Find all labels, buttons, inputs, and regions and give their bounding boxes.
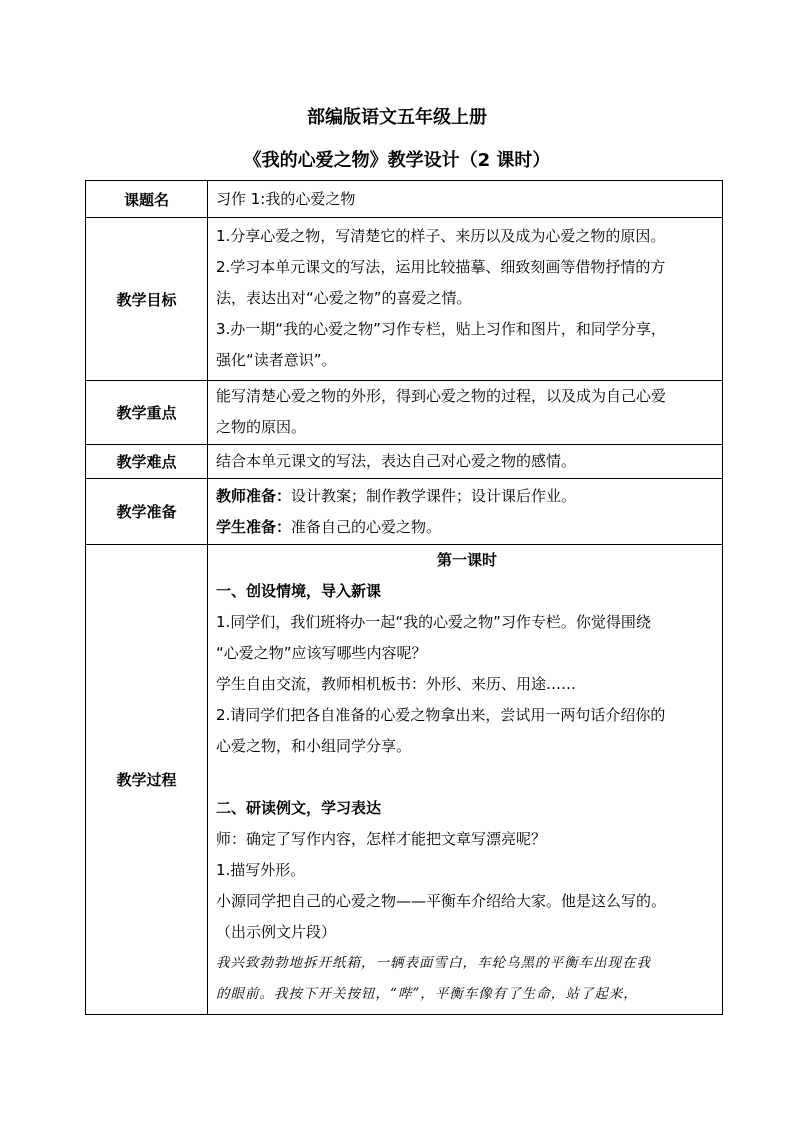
- difficulties-label: 教学难点: [86, 445, 208, 479]
- row-preparation: [86, 479, 723, 545]
- student-preparation-label: 学生准备：: [216, 517, 292, 536]
- process-line: 1.同学们，我们班将办一起“我的心爱之物”习作专栏。你觉得围绕: [216, 613, 651, 631]
- example-text-line: 我兴致勃勃地拆开纸箱，一辆表面雪白，车轮乌黑的平衡车出现在我: [216, 955, 651, 971]
- objective-line: 3.办一期“我的心爱之物”习作专栏，贴上习作和图片，和同学分享，: [216, 320, 666, 338]
- key-points-content: [208, 381, 723, 445]
- key-points-label: 教学重点: [86, 381, 208, 445]
- difficulties-value: 结合本单元课文的写法，表达自己对心爱之物的感情。: [208, 445, 723, 479]
- period-heading: 第一课时: [436, 551, 497, 569]
- objectives-content: [208, 218, 723, 381]
- process-line: 1.描写外形。: [216, 861, 306, 879]
- section1-heading: 一、创设情境，导入新课: [216, 582, 382, 600]
- teacher-preparation: [216, 481, 718, 512]
- process-line: 小源同学把自己的心爱之物——平衡车介绍给大家。他是这么写的。: [216, 892, 667, 910]
- row-topic: [86, 181, 723, 218]
- process-line: 心爱之物，和小组同学分享。: [216, 737, 412, 755]
- objective-line: 强化“读者意识”。: [216, 351, 337, 369]
- lesson-plan-table: [85, 180, 723, 1015]
- process-line: （出示例文片段）: [216, 923, 337, 941]
- document-title: 部编版语文五年级上册: [307, 107, 487, 128]
- key-point-line: 之物的原因。: [216, 418, 307, 436]
- row-key-points: [86, 381, 723, 445]
- student-preparation: [216, 512, 718, 543]
- key-point-line: 能写清楚心爱之物的外形，得到心爱之物的过程，以及成为自己心爱: [216, 387, 667, 405]
- objective-line: 法，表达出对“心爱之物”的喜爱之情。: [216, 289, 472, 307]
- example-text-line: 的眼前。我按下开关按钮，“哔”，平衡车像有了生命，站了起来，: [216, 986, 638, 1002]
- row-difficulties: [86, 445, 723, 479]
- teacher-preparation-label: 教师准备：: [216, 486, 292, 505]
- document-subtitle: 《我的心爱之物》教学设计（2 课时）: [243, 150, 551, 171]
- objective-line: 2.学习本单元课文的写法，运用比较描摹、细致刻画等借物抒情的方: [216, 258, 666, 276]
- preparation-label: 教学准备: [86, 479, 208, 545]
- topic-label: 课题名: [86, 181, 208, 218]
- student-preparation-value: 准备自己的心爱之物。: [291, 517, 442, 536]
- preparation-content: [208, 479, 723, 545]
- objectives-label: 教学目标: [86, 218, 208, 381]
- row-process: [86, 545, 723, 1015]
- section2-heading: 二、研读例文，学习表达: [216, 799, 382, 817]
- process-line: 2.请同学们把各自准备的心爱之物拿出来，尝试用一两句话介绍你的: [216, 706, 666, 724]
- blank-line: [216, 762, 718, 793]
- process-content: [208, 545, 723, 1015]
- topic-value: 习作 1:我的心爱之物: [208, 181, 723, 218]
- process-label: 教学过程: [86, 545, 208, 1015]
- process-line: 学生自由交流，教师相机板书：外形、来历、用途……: [216, 675, 577, 693]
- objective-line: 1.分享心爱之物，写清楚它的样子、来历以及成为心爱之物的原因。: [216, 227, 666, 245]
- process-line: “心爱之物”应该写哪些内容呢？: [216, 644, 427, 662]
- row-objectives: [86, 218, 723, 381]
- process-line: 师：确定了写作内容，怎样才能把文章写漂亮呢？: [216, 830, 547, 848]
- teacher-preparation-value: 设计教案；制作教学课件；设计课后作业。: [291, 486, 577, 505]
